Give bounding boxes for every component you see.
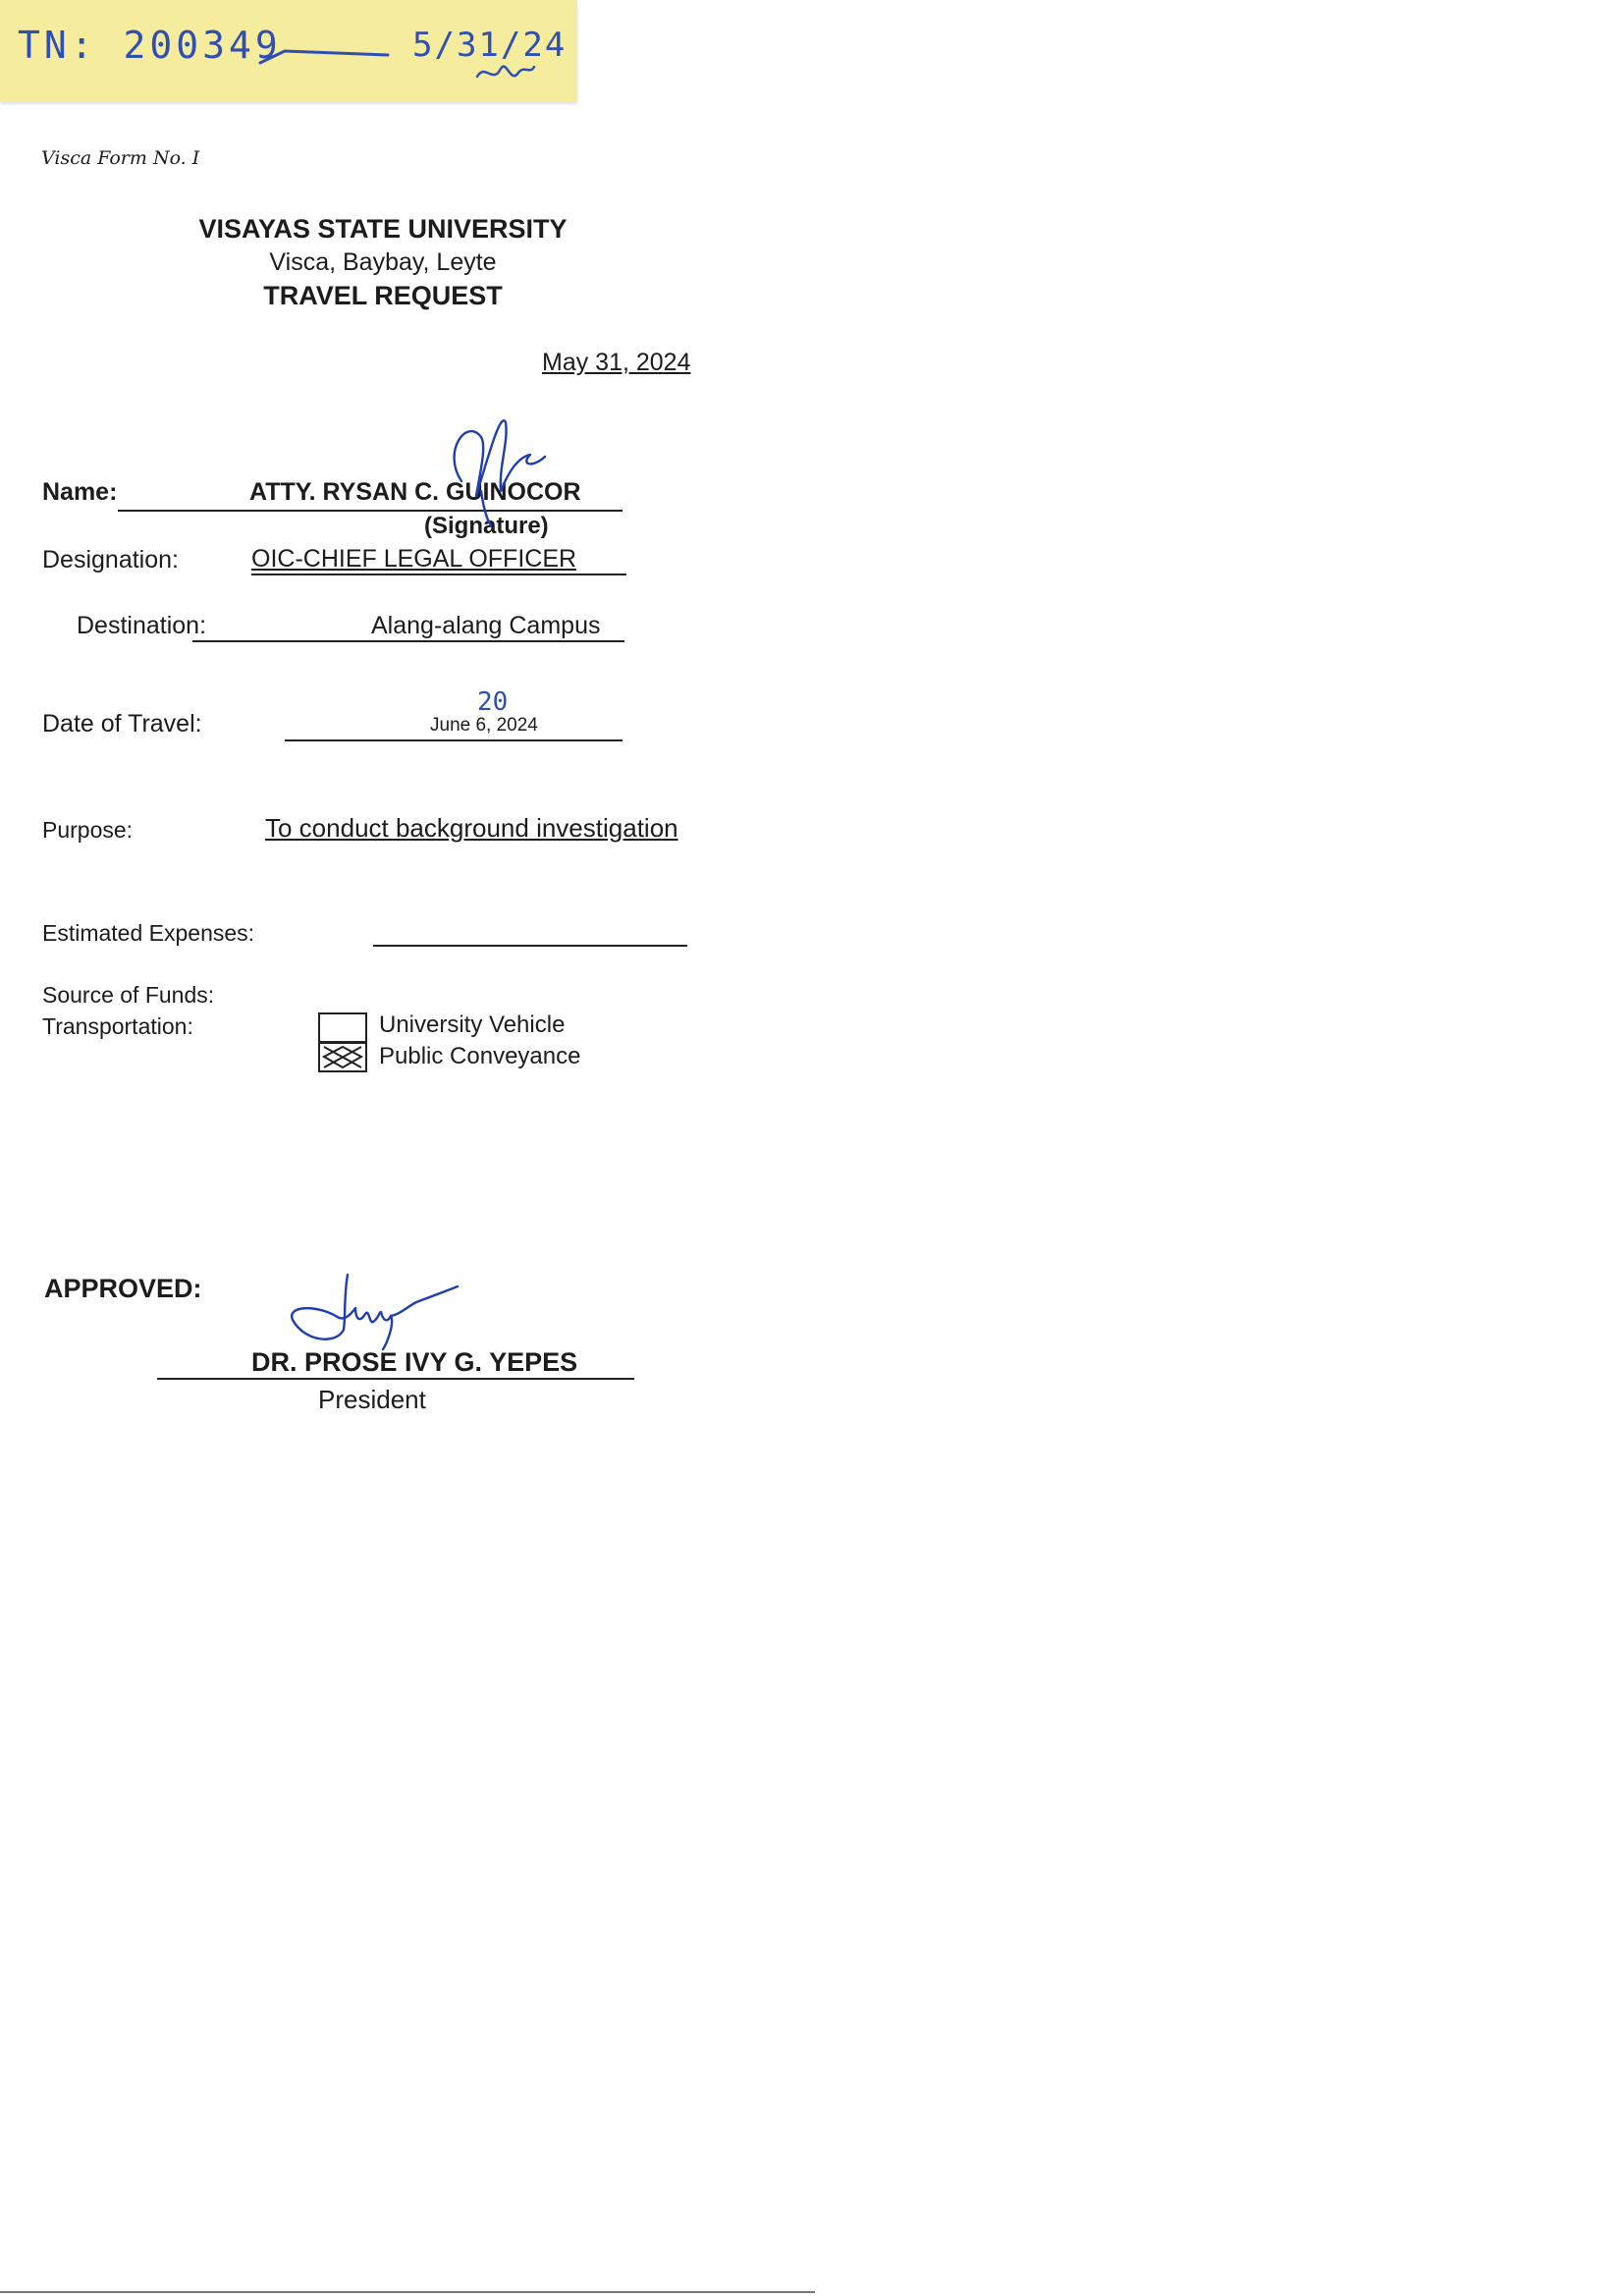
designation-label: Designation: <box>42 546 179 574</box>
signature-caption: (Signature) <box>424 513 549 539</box>
tracking-number: TN: 200349 <box>18 24 282 67</box>
public-conveyance-label: Public Conveyance <box>379 1043 581 1069</box>
date-of-travel-underline <box>285 739 623 741</box>
sticky-note <box>0 0 577 102</box>
expenses-underline <box>373 945 687 947</box>
date-of-travel-value: June 6, 2024 <box>430 715 538 736</box>
designation-underline <box>251 574 626 575</box>
request-date: May 31, 2024 <box>542 349 691 376</box>
expenses-label: Estimated Expenses: <box>42 920 255 946</box>
check-x-icon <box>320 1044 365 1070</box>
approved-label: APPROVED: <box>44 1274 202 1303</box>
applicant-signature-icon <box>422 408 560 530</box>
destination-underline <box>192 640 624 642</box>
source-of-funds-label: Source of Funds: <box>42 982 215 1008</box>
transportation-label: Transportation: <box>42 1013 193 1039</box>
university-vehicle-checkbox[interactable] <box>318 1012 367 1043</box>
university-address: Visca, Baybay, Leyte <box>269 248 497 276</box>
date-correction: 20 <box>477 687 509 717</box>
purpose-value: To conduct background investigation <box>265 813 678 843</box>
name-label: Name: <box>42 478 118 506</box>
initials-icon <box>471 55 540 94</box>
sticky-date: 5/31/24 <box>412 26 568 65</box>
university-name: VISAYAS STATE UNIVERSITY <box>198 214 568 244</box>
purpose-label: Purpose: <box>42 817 134 843</box>
form-title: TRAVEL REQUEST <box>263 281 503 310</box>
designation-value: OIC-CHIEF LEGAL OFFICER <box>251 545 577 573</box>
handwritten-stroke-icon <box>255 29 393 69</box>
destination-label: Destination: <box>77 612 207 639</box>
approver-name: DR. PROSE IVY G. YEPES <box>251 1347 578 1377</box>
approver-title: President <box>318 1385 426 1414</box>
destination-value: Alang-alang Campus <box>371 612 601 639</box>
date-of-travel-label: Date of Travel: <box>42 710 202 738</box>
approver-signature-icon <box>285 1269 461 1355</box>
form-number: Visca Form No. I <box>41 147 200 169</box>
public-conveyance-checkbox[interactable] <box>318 1042 367 1072</box>
page-bottom-edge <box>0 2291 815 2293</box>
approver-underline <box>157 1378 634 1380</box>
name-value: ATTY. RYSAN C. GUINOCOR <box>249 478 581 506</box>
university-vehicle-label: University Vehicle <box>379 1011 566 1038</box>
